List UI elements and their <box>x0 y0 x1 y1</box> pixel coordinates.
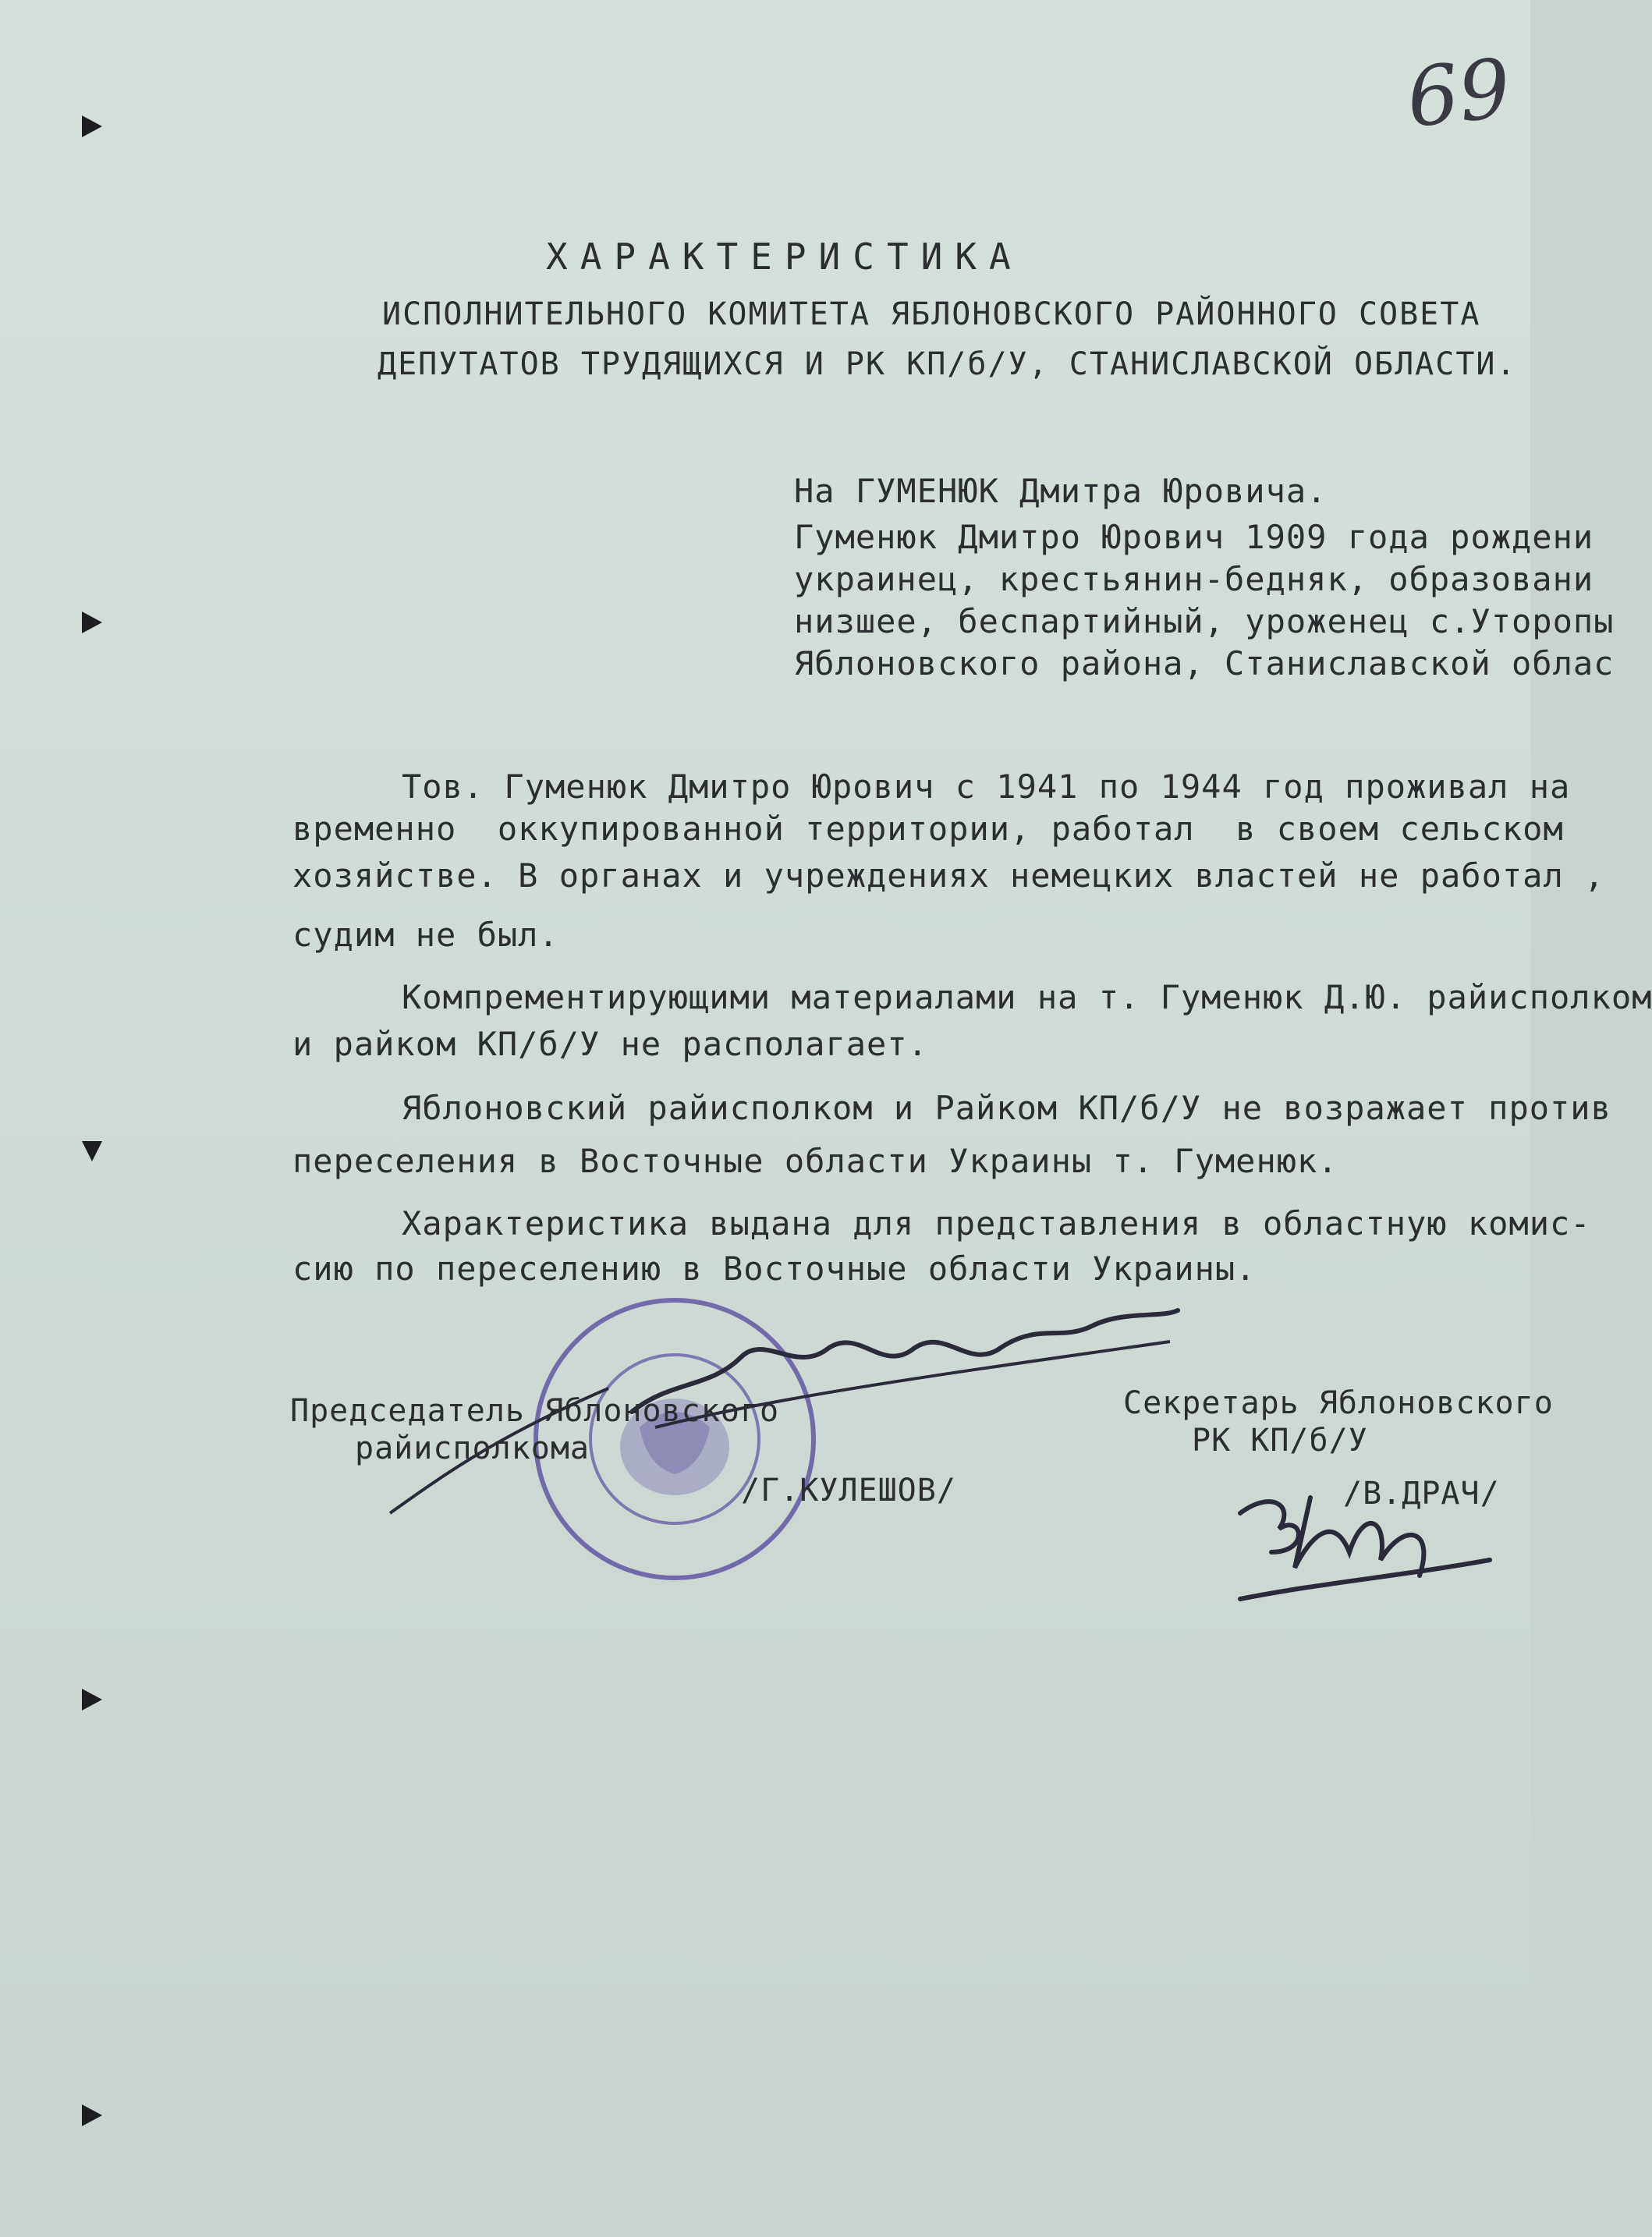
binding-hole-mark <box>82 2104 102 2126</box>
document-subtitle-line2: ДЕПУТАТОВ ТРУДЯЩИХСЯ И РК КП/б/У, СТАНИСЛАВСКОЙ ОБЛАСТИ. <box>378 346 1517 382</box>
paragraph-line: судим не был. <box>292 916 559 954</box>
subject-heading: На ГУМЕНЮК Дмитра Юровича. <box>794 472 1328 510</box>
document-title: ХАРАКТЕРИСТИКА <box>546 236 1023 278</box>
paragraph-line: хозяйстве. В органах и учреждениях немецких властей не работал , <box>292 856 1605 895</box>
bio-line: Гуменюк Дмитро Юрович 1909 года рождени <box>794 518 1594 556</box>
left-signatory-title: Председатель Яблоновского <box>290 1393 780 1429</box>
bio-line: Яблоновского района, Станиславской облас <box>794 644 1615 682</box>
paragraph-line: переселения в Восточные области Украины т. Гуменюк. <box>292 1142 1338 1180</box>
binding-hole-mark <box>82 115 102 137</box>
bio-line: украинец, крестьянин-бедняк, образовани <box>794 560 1594 598</box>
bio-line: низшее, беспартийный, уроженец с.Уторопы <box>794 602 1615 640</box>
paragraph-line: сию по переселению в Восточные области Украины. <box>292 1250 1257 1288</box>
paragraph-line: Тов. Гуменюк Дмитро Юрович с 1941 по 1944 год проживал на <box>402 768 1571 806</box>
page-number: 69 <box>1402 40 1516 146</box>
paragraph-line: и райком КП/б/У не располагает. <box>292 1025 928 1063</box>
left-signatory-name: /Г.КУЛЕШОВ/ <box>741 1473 956 1508</box>
right-signatory-name: /В.ДРАЧ/ <box>1343 1476 1500 1512</box>
paragraph-line: Компрементирующими материалами на т. Гуменюк Д.Ю. райисполком <box>402 978 1652 1016</box>
paragraph-line: Яблоновский райисполком и Райком КП/б/У не возражает против <box>402 1089 1611 1127</box>
binding-hole-mark <box>82 612 102 633</box>
binding-hole-mark <box>82 1689 102 1711</box>
right-signatory-title: Секретарь Яблоновского <box>1123 1385 1554 1421</box>
paragraph-line: временно оккупированной территории, работал в своем сельском <box>292 810 1564 848</box>
binding-hole-mark <box>82 1141 102 1161</box>
document-subtitle-line1: ИСПОЛНИТЕЛЬНОГО КОМИТЕТА ЯБЛОНОВСКОГО РАЙОННОГО СОВЕТА <box>382 296 1481 332</box>
right-signatory-title: РК КП/б/У <box>1192 1423 1368 1459</box>
paragraph-line: Характеристика выдана для представления в областную комис- <box>402 1204 1591 1243</box>
left-signatory-title: райисполкома <box>355 1430 590 1466</box>
